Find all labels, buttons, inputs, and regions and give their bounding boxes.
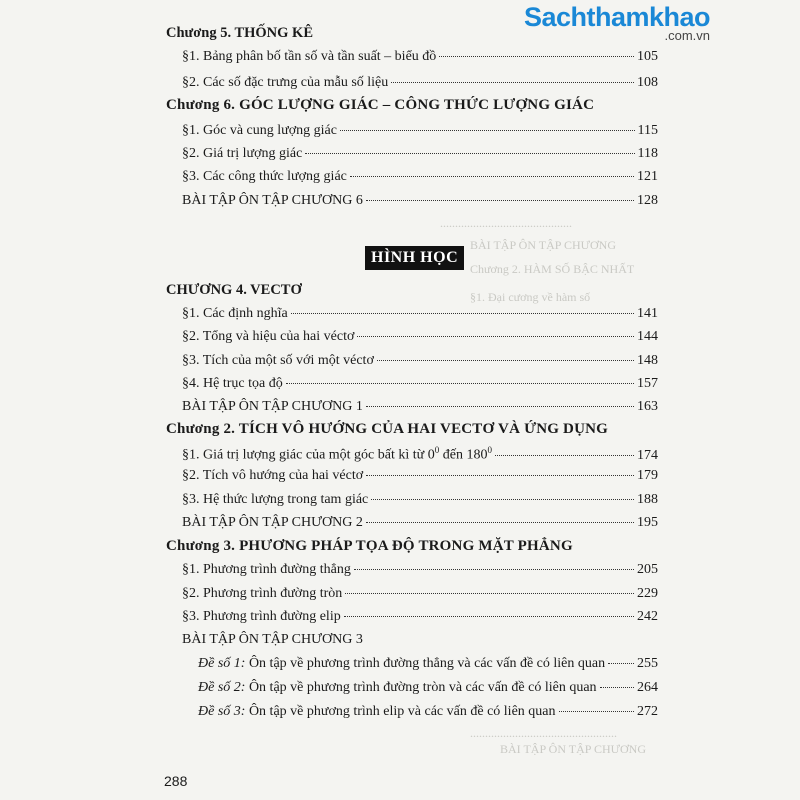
- entry-page: 163: [637, 399, 658, 414]
- entry-page: 264: [637, 680, 658, 695]
- entry-label: §2. Các số đặc trưng của mẫu số liệu: [182, 75, 389, 90]
- entry-page: 179: [637, 468, 658, 483]
- geometry-chapter-2-title: Chương 2. TÍCH VÔ HƯỚNG CỦA HAI VECTƠ VÀ ỨNG DỤNG: [166, 421, 609, 437]
- entry-label: §1. Giá trị lượng giác của một góc bất kì từ $0^0$ đến $180^0$: [182, 445, 492, 463]
- toc-entry: [182, 376, 658, 392]
- test-entry: [198, 656, 658, 672]
- entry-page: 188: [637, 492, 658, 507]
- toc-entry: [182, 169, 658, 185]
- entry-page: 144: [637, 329, 658, 344]
- entry-page: 195: [637, 515, 658, 530]
- degree-sup: 0: [487, 445, 492, 455]
- entry-page: 118: [637, 146, 658, 161]
- entry-label: §2. Giá trị lượng giác: [182, 146, 303, 161]
- toc-entry: [182, 399, 658, 415]
- entry-page: 255: [637, 656, 658, 671]
- toc-entry: [182, 562, 658, 578]
- chapter-5-title: Chương 5. THỐNG KÊ: [166, 25, 313, 41]
- toc-entry: [182, 329, 658, 345]
- entry-page: 115: [637, 123, 658, 138]
- toc-entry: [182, 515, 658, 531]
- toc-entry: [182, 609, 658, 625]
- entry-page: 157: [637, 376, 658, 391]
- section-title: HÌNH HỌC: [365, 246, 464, 270]
- entry-page: 105: [637, 49, 658, 64]
- entry-page: 242: [637, 609, 658, 624]
- toc-entry: [182, 49, 658, 65]
- toc-page: Sachthamkhao .com.vn Chương 5. THỐNG KÊ §1. Bảng phân bố tần số và tần suất – biểu đồ 105 §2. Các số đặc trưng của mẫu số liệu 108 Chương 6. GÓC LƯỢNG GIÁC – CÔNG THỨC LƯỢNG GIÁC §1. Góc và cung lượng giác 115 §2. Giá trị lượng giác 118 §3. Các công thức lượng giác 121 BÀI TẬP ÔN TẬP CHƯƠNG 6 128 ............................................ BÀI TẬP ÔN TẬP CHƯƠNG Chương 2. HÀM SỐ BẬC NHẤT §1. Đại cương về hàm số HÌNH HỌC CHƯƠNG 4. VECTƠ §1. Các định nghĩa 141 §2. Tổng và hiệu của hai véctơ 144 §3. Tích của một số với một véctơ 148 §4. Hệ trục tọa độ 157 BÀI TẬP ÔN TẬP CHƯƠNG 1 163 Chương 2. TÍCH VÔ HƯỚNG CỦA HAI VECTƠ VÀ ỨNG DỤNG §1. Giá trị lượng giác của một góc bất kì từ $0^0$ đến $180^0$ 174 §2. Tích vô hướng của hai véctơ 179 §3. Hệ thức lượng trong tam giác 188 BÀI TẬP ÔN TẬP CHƯƠNG 2 195 Chương 3. PHƯƠNG PHÁP TỌA ĐỘ TRONG MẶT PHẲNG §1. Phương trình đường thẳng 205 §2. Phương trình đường tròn 229 §3. Phương trình đường elip 242 BÀI TẬP ÔN TẬP CHƯƠNG 3 Đề số 1: Ôn tập về phương trình đường thẳng và các vấn đề có liên quan 255 Đề số 2: Ôn tập về phương trình đường tròn và các vấn đề có liên quan 264 Đề số 3: Ôn tập về phương trình elip và các vấn đề có liên quan 272 ................................................. BÀI TẬP ÔN TẬP CHƯƠNG 288: [164, 2, 710, 789]
- entry-label: §2. Tổng và hiệu của hai véctơ: [182, 329, 355, 344]
- geometry-chapter-4-title: CHƯƠNG 4. VECTƠ: [166, 282, 302, 298]
- toc-entry: [182, 468, 658, 484]
- entry-label: BÀI TẬP ÔN TẬP CHƯƠNG 6: [182, 193, 363, 208]
- toc-entry: [182, 353, 658, 369]
- toc-entry: [182, 193, 658, 209]
- entry-page: 148: [637, 353, 658, 368]
- entry-page: 128: [637, 193, 658, 208]
- test-entry: [198, 680, 658, 696]
- entry-label: Đề số 2: Ôn tập về phương trình đường tròn và các vấn đề có liên quan: [198, 680, 597, 695]
- watermark-logo: [510, 2, 710, 42]
- toc-entry: [182, 75, 658, 91]
- entry-page: 121: [637, 169, 658, 184]
- page-number: 288: [164, 773, 188, 789]
- entry-label: BÀI TẬP ÔN TẬP CHƯƠNG 2: [182, 515, 363, 530]
- entry-label: §1. Các định nghĩa: [182, 306, 288, 321]
- toc-entry: [182, 146, 658, 162]
- entry-label: §1. Bảng phân bố tần số và tần suất – biểu đồ: [182, 49, 437, 64]
- entry-label: §3. Hệ thức lượng trong tam giác: [182, 492, 369, 507]
- toc-entry: [182, 123, 658, 139]
- entry-label: Đề số 3: Ôn tập về phương trình elip và các vấn đề có liên quan: [198, 704, 556, 719]
- entry-page: 272: [637, 704, 658, 719]
- entry-label: §3. Phương trình đường elip: [182, 609, 341, 624]
- entry-label: §3. Các công thức lượng giác: [182, 169, 347, 184]
- chapter-6-title: Chương 6. GÓC LƯỢNG GIÁC – CÔNG THỨC LƯỢNG GIÁC: [166, 97, 595, 113]
- test-entry: [198, 704, 658, 720]
- entry-label: §4. Hệ trục tọa độ: [182, 376, 283, 391]
- entry-label: §3. Tích của một số với một véctơ: [182, 353, 374, 368]
- toc-entry: [182, 492, 658, 508]
- degree-sup: 0: [434, 445, 440, 455]
- entry-page: 229: [637, 586, 658, 601]
- watermark-brand: Sachthamkhao: [523, 2, 710, 32]
- entry-label: §2. Tích vô hướng của hai véctơ: [182, 468, 364, 483]
- entry-label: §1. Phương trình đường thẳng: [182, 562, 351, 577]
- watermark-domain: .com.vn: [664, 28, 710, 43]
- toc-entry: [182, 445, 658, 464]
- entry-label: Đề số 1: Ôn tập về phương trình đường thẳng và các vấn đề có liên quan: [198, 656, 606, 671]
- entry-label: BÀI TẬP ÔN TẬP CHƯƠNG 1: [182, 399, 363, 414]
- entry-label: §2. Phương trình đường tròn: [182, 586, 343, 601]
- entry-page: 108: [637, 75, 658, 90]
- toc-entry: [182, 306, 658, 322]
- entry-page: 141: [637, 306, 658, 321]
- entry-label: §1. Góc và cung lượng giác: [182, 123, 337, 138]
- geometry-chapter-3-title: Chương 3. PHƯƠNG PHÁP TỌA ĐỘ TRONG MẶT PHẲNG: [166, 538, 573, 554]
- entry-page: 205: [637, 562, 658, 577]
- toc-entry: [182, 586, 658, 602]
- entry-page: 174: [637, 447, 658, 463]
- review-chapter-3: BÀI TẬP ÔN TẬP CHƯƠNG 3: [182, 632, 363, 647]
